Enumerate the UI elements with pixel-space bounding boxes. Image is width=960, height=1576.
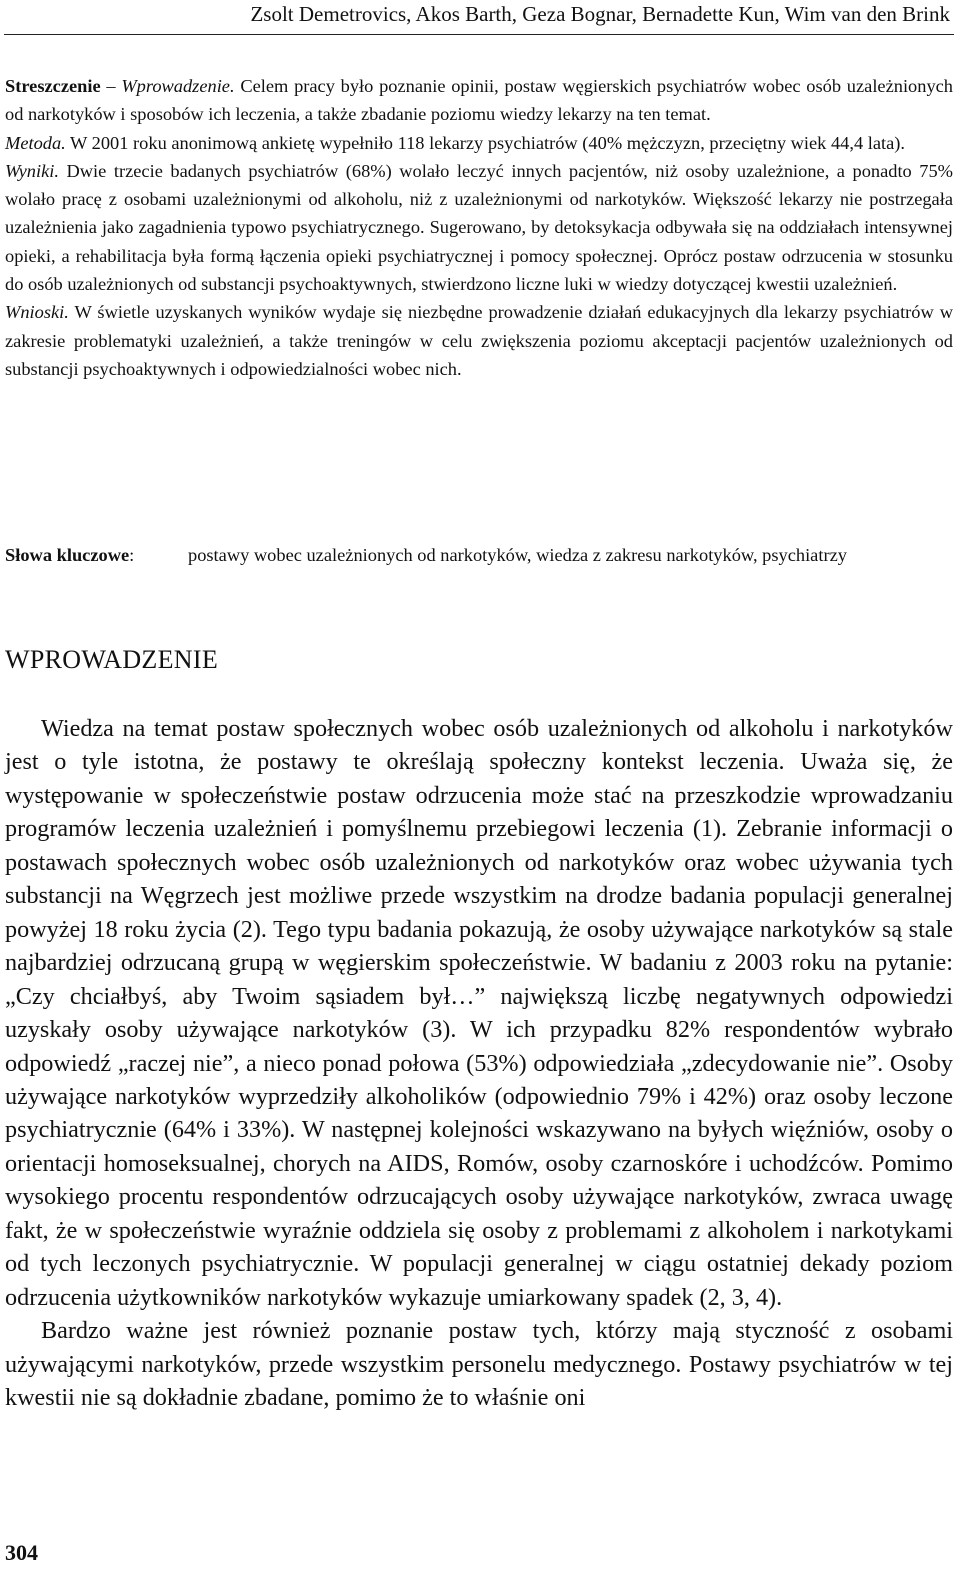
conclusions-label: Wnioski. <box>5 302 69 323</box>
body-paragraph-2: Bardzo ważne jest również poznanie postaw tych, którzy mają styczność z osobami używającymi narkotyków, przede wszystkim personelu medycznego. Postawy psychiatrów w tej kwestii nie są dokładnie zbadane, pomimo że to właśnie oni <box>5 1317 953 1412</box>
keywords-label: Słowa kluczowe <box>5 545 130 565</box>
running-header-authors: Zsolt Demetrovics, Akos Barth, Geza Bognar, Bernadette Kun, Wim van den Brink <box>250 2 950 26</box>
abstract-results <box>5 157 953 298</box>
section-title: WPROWADZENIE <box>5 645 219 674</box>
conclusions-text: W świetle uzyskanych wyników wydaje się niezbędne prowadzenie działań edukacyjnych dla lekarzy psychiatrów w zakresie problematyki uzależnień, a także treningów w celu zwiększenia poziomu akceptacji pacjentów uzależnionych od substancji psychoaktywnych i odpowiedzialności wobec nich. <box>5 302 953 379</box>
keywords-colon: : <box>129 545 135 565</box>
abstract-conclusions <box>5 298 953 383</box>
abstract <box>5 72 953 383</box>
keywords-text: postawy wobec uzależnionych od narkotyków, wiedza z zakresu narkotyków, psychiatrzy <box>188 545 847 565</box>
page-number: 304 <box>5 1540 38 1565</box>
abstract-introduction <box>5 72 953 129</box>
results-label: Wyniki. <box>5 160 59 181</box>
method-text: W 2001 roku anonimową ankietę wypełniło 118 lekarzy psychiatrów (40% mężczyzn, przeciętny wiek 44,4 lata). <box>65 132 906 153</box>
abstract-method <box>5 129 953 157</box>
header-rule <box>4 34 954 35</box>
body-paragraph-1: Wiedza na temat postaw społecznych wobec osób uzależnionych od alkoholu i narkotyków jest o tyle istotna, że postawy te określają społeczny kontekst leczenia. Uważa się, że występowanie w społeczeństwie postaw odrzucenia może stać na przeszkodzie wprowadzaniu programów leczenia uzależnień i pomyślnemu przebiegowi leczenia (1). Zebranie informacji o postawach społecznych wobec osób uzależnionych od narkotyków oraz wobec używania tych substancji na Węgrzech jest możliwe przede wszystkim na drodze badania populacji generalnej powyżej 18 roku życia (2). Tego typu badania pokazują, że osoby używające narkotyków są stale najbardziej odrzucaną grupą w węgierskim społeczeństwie. W badaniu z 2003 roku na pytanie: „Czy chciałbyś, aby Twoim sąsiadem był…” największą liczbę negatywnych odpowiedzi uzyskały osoby używające narkotyków (3). W ich przypadku 82% respondentów wybrało odpowiedź „raczej nie”, a nieco ponad połowa (53%) odpowiedziała „zdecydowanie nie”. Osoby używające narkotyków wyprzedziły alkoholików (odpowiednio 79% i 42%) oraz osoby leczone psychiatrycznie (64% i 33%). W następnej kolejności wskazywano na byłych więźniów, osoby o orientacji homoseksualnej, chorych na AIDS, Romów, osoby czarnoskóre i uchodźców. Pomimo wysokiego procentu respondentów odrzucających osoby używające narkotyków, zwraca uwagę fakt, że w społeczeństwie wyraźnie oddziela się osoby z problemami z alkoholem i narkotykami od tych leczonych psychiatrycznie. W populacji generalnej w ciągu ostatniej dekady poziom odrzucenia użytkowników narkotyków wykazuje umiarkowany spadek (2, 3, 4). <box>5 715 953 1311</box>
abstract-label: Streszczenie <box>5 76 101 96</box>
keywords-label-group <box>5 540 188 570</box>
introduction-text: Celem pracy było poznanie opinii, postaw węgierskich psychiatrów wobec osób uzależnionych od narkotyków i sposobów ich leczenia, a także zbadanie poziomu wiedzy lekarzy na ten temat. <box>5 76 953 125</box>
abstract-dash: – <box>100 76 122 96</box>
results-text: Dwie trzecie badanych psychiatrów (68%) wolało leczyć innych pacjentów, niż osoby uzależnione, a ponadto 75% wolało pracę z osobami uzależnionymi od alkoholu, niż z uzależnionymi od narkotyków. Większość lekarzy nie postrzegała uzależnienia jako zagadnienia typowo psychiatrycznego. Sugerowano, by detoksykacja odbywała się na oddziałach intensywnej opieki, a rehabilitacja była formą łączenia opieki psychiatrycznej i pomocy społecznej. Oprócz postaw odrzucenia w stosunku do osób uzależnionych od substancji psychoaktywnych, stwierdzono liczne luki w wiedzy dotyczącej kwestii uzależnień. <box>5 160 953 295</box>
body-text <box>5 712 953 1415</box>
introduction-label: Wprowadzenie. <box>121 76 235 96</box>
keywords <box>5 540 953 570</box>
method-label: Metoda. <box>5 132 66 153</box>
